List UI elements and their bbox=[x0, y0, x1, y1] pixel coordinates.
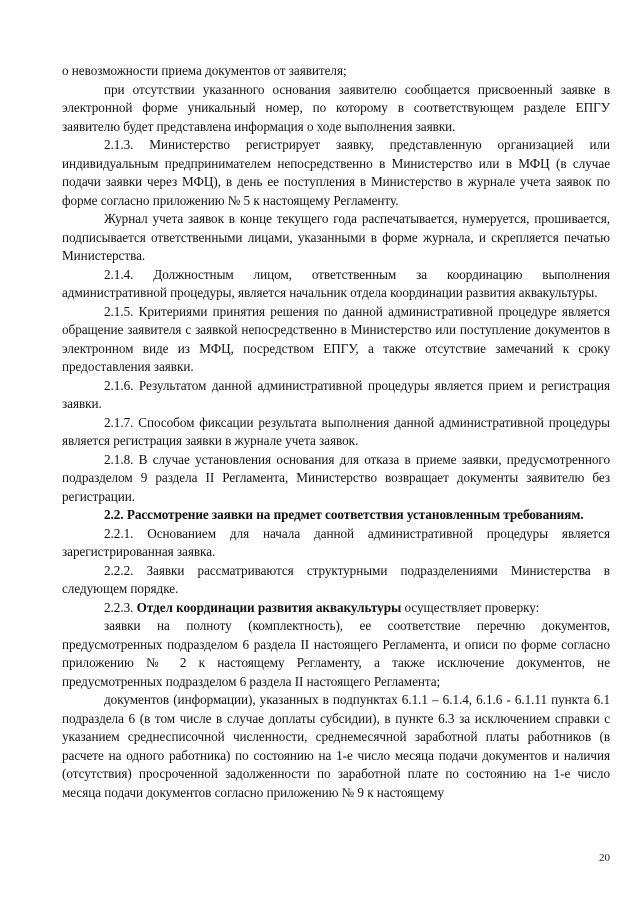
paragraph-2-2-1: 2.2.1. Основанием для начала данной административной процедуры является зарегистрированная заявка. bbox=[62, 525, 610, 559]
section-heading-2-2: 2.2. Рассмотрение заявки на предмет соответствия установленным требованиям. bbox=[104, 507, 584, 522]
paragraph: о невозможности приема документов от заявителя; bbox=[62, 63, 347, 78]
clause-text: осуществляет проверку: bbox=[401, 599, 540, 615]
paragraph-2-1-7: 2.1.7. Способом фиксации результата выполнения данной административной процедуры является регистрация заявки в журнале учета заявок. bbox=[62, 414, 610, 448]
paragraph-2-2-2: 2.2.2. Заявки рассматриваются структурными подразделениями Министерства в следующем порядке. bbox=[62, 562, 610, 596]
paragraph: документов (информации), указанных в подпунктах 6.1.1 – 6.1.4, 6.1.6 - 6.1.11 пункта 6.1 подраздела 6 (в том числе в случае доплаты субсидии), в пункте 6.3 за исключением справки с указанием среднесписочной численности, среднемесячной заработной платы работников (в расчете на одного работника) по состоянию на 1-е число месяца подачи документов и наличия (отсутствия) просроченной задолженности по заработной плате по состоянию на 1-е число месяца подачи документов согласно приложению № 9 к настоящему bbox=[62, 692, 610, 800]
paragraph: заявки на полноту (комплектность), ее соответствие перечню документов, предусмотренных подразделом 6 раздела II настоящего Регламента, и описи по форме согласно приложению № 2 к настоящему Регламенту, а также исключение документов, не предусмотренных подразделом 6 раздела II настоящего Регламента; bbox=[62, 618, 610, 689]
paragraph-2-1-6: 2.1.6. Результатом данной административной процедуры является прием и регистрация заявки. bbox=[62, 377, 610, 411]
paragraph-2-1-5: 2.1.5. Критериями принятия решения по данной административной процедуре является обращение заявителя с заявкой непосредственно в Министерство или поступление документов в электронном виде из МФЦ, посредством ЕПГУ, а также отсутствие замечаний к сроку предоставления заявки. bbox=[62, 303, 610, 374]
paragraph-2-1-8: 2.1.8. В случае установления основания для отказа в приеме заявки, предусмотренного подразделом 9 раздела II Регламента, Министерство возвращает документы заявителю без регистрации. bbox=[62, 451, 610, 504]
paragraph: Журнал учета заявок в конце текущего года распечатывается, нумеруется, прошивается, подписывается ответственными лицами, указанными в форме журнала, и скрепляется печатью Министерства. bbox=[62, 211, 610, 263]
clause-number: 2.2.3. bbox=[104, 599, 137, 615]
paragraph-2-1-4: 2.1.4. Должностным лицом, ответственным за координацию выполнения административной процедуры, является начальник отдела координации развития аквакультуры. bbox=[62, 266, 610, 300]
paragraph-2-1-3: 2.1.3. Министерство регистрирует заявку, представленную организацией или индивидуальным предпринимателем непосредственно в Министерство или в МФЦ (в случае подачи заявки через МФЦ), в день ее поступления в Министерство в журнале учета заявок по форме согласно приложению № 5 к настоящему Регламенту. bbox=[62, 137, 610, 208]
document-body bbox=[62, 62, 610, 802]
paragraph: при отсутствии указанного основания заявителю сообщается присвоенный заявке в электронной форме уникальный номер, по которому в соответствующем разделе ЕПГУ заявителю будет представлена информация о ходе выполнения заявки. bbox=[62, 81, 610, 134]
page-number: 20 bbox=[599, 852, 610, 864]
department-name: Отдел координации развития аквакультуры bbox=[136, 599, 402, 615]
paragraph-2-2-3 bbox=[62, 599, 610, 618]
